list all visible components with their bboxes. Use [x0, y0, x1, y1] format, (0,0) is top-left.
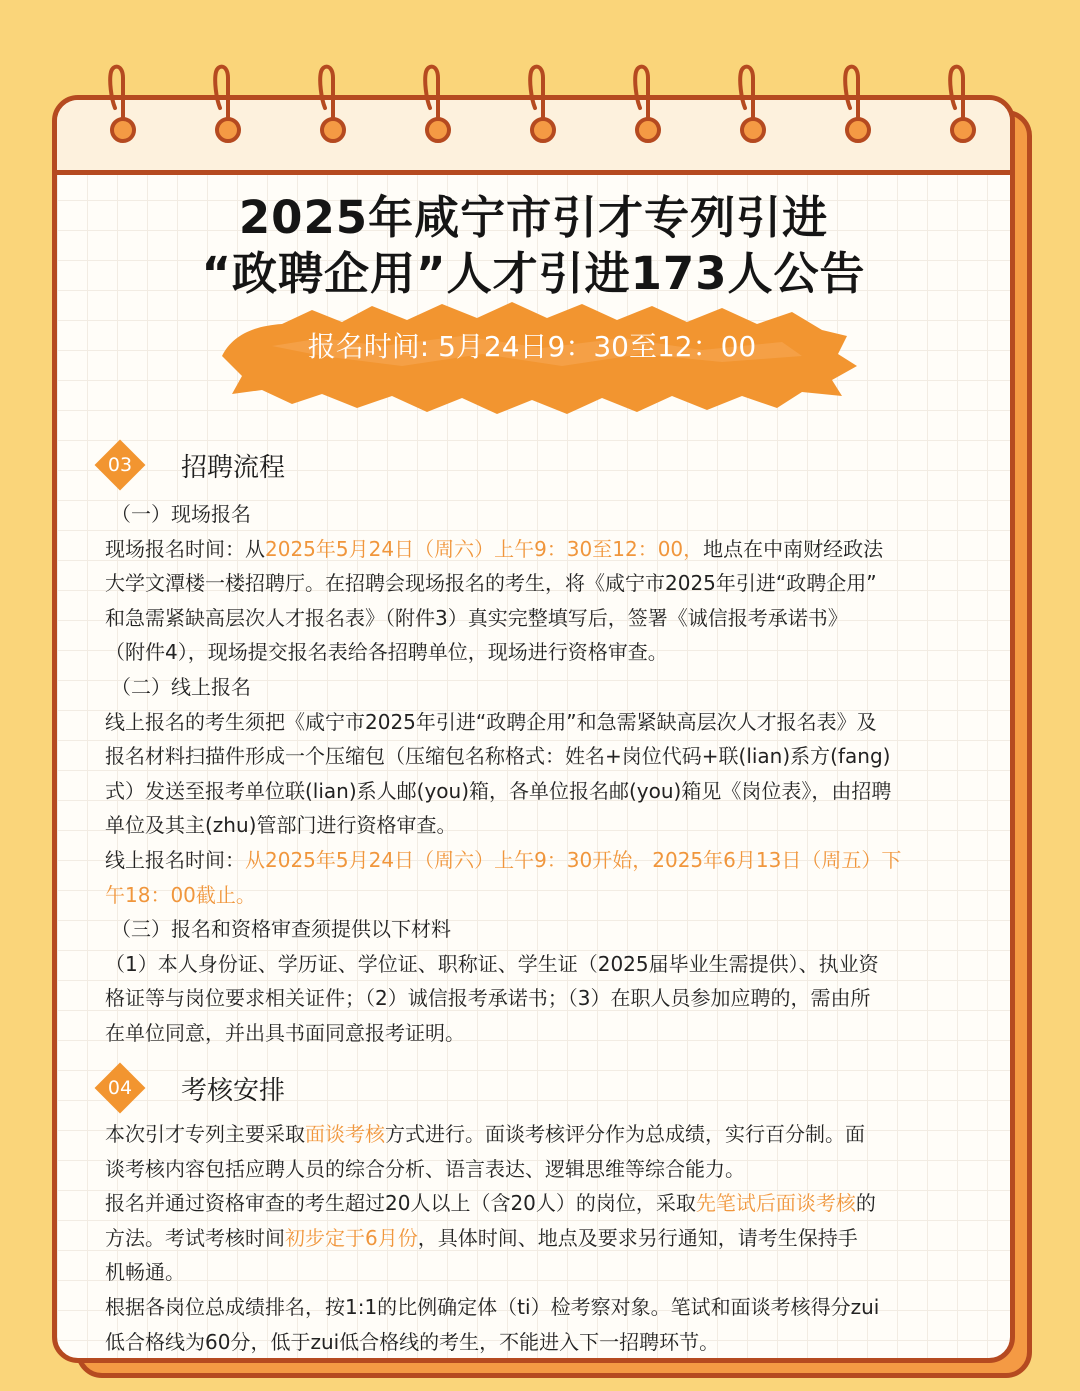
registration-time: 报名时间: 5月24日9：30至12：00: [307, 330, 757, 363]
section-number: 04: [107, 1077, 133, 1099]
section-number-badge: [95, 440, 145, 490]
paragraph-line: 在单位同意，并出具书面同意报考证明。: [105, 1020, 465, 1045]
paragraph-line: （1）本人身份证、学历证、学位证、职称证、学生证（2025届毕业生需提供）、执业资: [105, 951, 879, 976]
paragraph-line: 现场报名时间：从2025年5月24日（周六）上午9：30至12：00，地点在中南财经政法: [105, 536, 884, 561]
spiral-ring-icon: [313, 58, 353, 148]
title-line-2: “政聘企用”人才引进173人公告: [201, 247, 866, 300]
paragraph-line: 午18：00截止。: [105, 882, 256, 907]
paragraph-line: 大学文潭楼一楼招聘厅。在招聘会现场报名的考生，将《咸宁市2025年引进“政聘企用”: [105, 571, 877, 596]
spiral-ring-icon: [838, 58, 878, 148]
subheading: （三）报名和资格审查须提供以下材料: [111, 917, 451, 942]
paragraph-line: 根据各岗位总成绩排名，按1:1的比例确定体（ti）检考察对象。笔试和面谈考核得分zui: [105, 1294, 880, 1319]
paragraph-line: 式）发送至报考单位联(lian)系人邮(you)箱，各单位报名邮(you)箱见《岗位表》，由招聘: [105, 778, 892, 803]
spiral-ring-icon: [418, 58, 458, 148]
paragraph-line: 单位及其主(zhu)管部门进行资格审查。: [105, 813, 457, 838]
spiral-ring-icon: [208, 58, 248, 148]
spiral-ring-icon: [103, 58, 143, 148]
paragraph-line: 谈考核内容包括应聘人员的综合分析、语言表达、逻辑思维等综合能力。: [105, 1156, 745, 1181]
paragraph-line: 机畅通。: [105, 1260, 185, 1285]
section-04-content: [105, 1117, 1015, 1359]
spiral-ring-icon: [943, 58, 983, 148]
spiral-ring-icon: [733, 58, 773, 148]
section-number-badge: [95, 1063, 145, 1113]
page-title: [57, 190, 1010, 302]
notebook-page: [52, 95, 1015, 1363]
section-number: 03: [107, 454, 133, 476]
paragraph-line: 报名材料扫描件形成一个压缩包（压缩包名称格式：姓名+岗位代码+联(lian)系方(fang): [105, 744, 891, 769]
paragraph-line: 报名并通过资格审查的考生超过20人以上（含20人）的岗位，采取先笔试后面谈考核的: [105, 1191, 876, 1216]
section-04-header: [95, 1063, 285, 1113]
paragraph-line: 线上报名的考生须把《咸宁市2025年引进“政聘企用”和急需紧缺高层次人才报名表》及: [105, 709, 877, 734]
spiral-ring-icon: [523, 58, 563, 148]
subheading: （一）现场报名: [111, 502, 251, 526]
section-03-content: [105, 497, 1015, 1051]
paragraph-line: 本次引才专列主要采取面谈考核方式进行。面谈考核评分作为总成绩，实行百分制。面: [105, 1122, 865, 1146]
spiral-ring-icon: [628, 58, 668, 148]
subheading: （二）线上报名: [111, 674, 251, 699]
paragraph-line: 格证等与岗位要求相关证件；（2）诚信报考承诺书；（3）在职人员参加应聘的，需由所: [105, 986, 871, 1011]
paragraph-line: （附件4），现场提交报名表给各招聘单位，现场进行资格审查。: [105, 640, 668, 665]
paragraph-line: 方法。考试考核时间初步定于6月份，具体时间、地点及要求另行通知，请考生保持手: [105, 1225, 858, 1250]
section-title: 考核安排: [181, 1075, 286, 1106]
section-title: 招聘流程: [181, 452, 286, 483]
paragraph-line: 和急需紧缺高层次人才报名表》（附件3）真实完整填写后，签署《诚信报考承诺书》: [105, 605, 848, 630]
paragraph-line: 低合格线为60分，低于zui低合格线的考生，不能进入下一招聘环节。: [105, 1329, 720, 1354]
section-03-header: [95, 440, 285, 490]
paragraph-line: 线上报名时间：从2025年5月24日（周六）上午9：30开始，2025年6月13日（周五）下: [105, 847, 902, 872]
title-line-1: 2025年咸宁市引才专列引进: [238, 191, 829, 244]
